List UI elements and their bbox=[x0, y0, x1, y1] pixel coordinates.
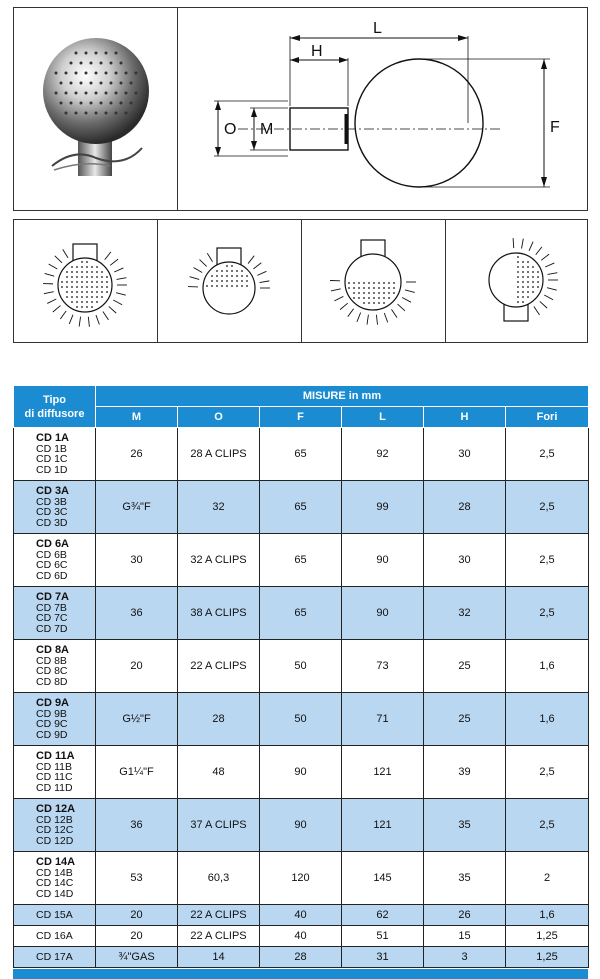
header-tipo bbox=[14, 386, 96, 428]
cell-f: 40 bbox=[260, 905, 342, 926]
label-H: H bbox=[311, 43, 323, 60]
header-col-L: L bbox=[342, 407, 424, 428]
diffuser-code: CD 3D bbox=[36, 516, 68, 529]
table-row bbox=[14, 905, 589, 926]
spray-pattern-icon bbox=[14, 220, 157, 342]
cell-o: 22 A CLIPS bbox=[178, 640, 260, 693]
diffuser-code: CD 1A bbox=[36, 432, 70, 444]
cell-l: 62 bbox=[342, 905, 424, 926]
diffuser-code: CD 1D bbox=[36, 463, 68, 476]
label-O: O bbox=[224, 121, 237, 138]
header-tipo-line1: Tipo bbox=[42, 393, 66, 406]
cell-o: 32 A CLIPS bbox=[178, 534, 260, 587]
cell-m: 26 bbox=[96, 428, 178, 481]
table-row bbox=[14, 926, 589, 947]
cell-h: 35 bbox=[424, 799, 506, 852]
cell-m: 20 bbox=[96, 926, 178, 947]
cell-fori: 1,6 bbox=[506, 640, 589, 693]
cell-f: 90 bbox=[260, 746, 342, 799]
cell-o: 38 A CLIPS bbox=[178, 587, 260, 640]
cell-o: 32 bbox=[178, 481, 260, 534]
cell-h: 25 bbox=[424, 693, 506, 746]
product-photo-cell bbox=[14, 8, 178, 210]
cell-fori: 1,25 bbox=[506, 926, 589, 947]
spec-table-body bbox=[14, 428, 589, 968]
diffuser-code: CD 15A bbox=[36, 908, 73, 921]
cell-tipo bbox=[14, 640, 96, 693]
pattern-360 bbox=[14, 220, 158, 342]
table-row bbox=[14, 746, 589, 799]
cell-tipo bbox=[14, 905, 96, 926]
cell-o: 37 A CLIPS bbox=[178, 799, 260, 852]
cell-fori: 2,5 bbox=[506, 534, 589, 587]
pattern-top bbox=[158, 220, 302, 342]
spray-pattern-icon bbox=[158, 220, 301, 342]
cell-fori: 2,5 bbox=[506, 428, 589, 481]
cell-f: 50 bbox=[260, 640, 342, 693]
label-L: L bbox=[373, 20, 382, 37]
diffuser-code: CD 14B bbox=[36, 866, 73, 879]
diffuser-code: CD 3B bbox=[36, 495, 67, 508]
cell-m: 20 bbox=[96, 640, 178, 693]
cell-f: 90 bbox=[260, 799, 342, 852]
diffuser-code: CD 8B bbox=[36, 654, 67, 667]
cell-tipo bbox=[14, 428, 96, 481]
cell-m: G1¼"F bbox=[96, 746, 178, 799]
diffuser-code: CD 11C bbox=[36, 771, 73, 783]
cell-m: 36 bbox=[96, 799, 178, 852]
diffuser-code: CD 14D bbox=[36, 887, 74, 900]
cell-o: 22 A CLIPS bbox=[178, 926, 260, 947]
cell-l: 90 bbox=[342, 587, 424, 640]
table-row bbox=[14, 852, 589, 905]
cell-l: 121 bbox=[342, 799, 424, 852]
cell-f: 40 bbox=[260, 926, 342, 947]
cell-tipo bbox=[14, 746, 96, 799]
cell-tipo bbox=[14, 799, 96, 852]
cell-o: 48 bbox=[178, 746, 260, 799]
cell-o: 60,3 bbox=[178, 852, 260, 905]
cell-tipo bbox=[14, 852, 96, 905]
diffuser-code: CD 9B bbox=[36, 707, 67, 720]
diffuser-code: CD 3A bbox=[36, 485, 70, 497]
diffuser-code: CD 8A bbox=[36, 644, 70, 656]
cell-h: 15 bbox=[424, 926, 506, 947]
cell-l: 90 bbox=[342, 534, 424, 587]
cell-fori: 2,5 bbox=[506, 746, 589, 799]
cell-h: 30 bbox=[424, 428, 506, 481]
table-row bbox=[14, 947, 589, 968]
cell-fori: 1,25 bbox=[506, 947, 589, 968]
diffuser-code: CD 9A bbox=[36, 697, 70, 709]
cell-h: 30 bbox=[424, 534, 506, 587]
diffuser-code: CD 6A bbox=[36, 538, 70, 550]
spray-pattern-panel bbox=[13, 219, 588, 343]
table-row bbox=[14, 693, 589, 746]
cell-m: 20 bbox=[96, 905, 178, 926]
cell-tipo bbox=[14, 481, 96, 534]
diffuser-code: CD 11A bbox=[36, 750, 75, 762]
diffuser-code: CD 12B bbox=[36, 813, 73, 826]
cell-l: 31 bbox=[342, 947, 424, 968]
cell-f: 50 bbox=[260, 693, 342, 746]
cell-h: 3 bbox=[424, 947, 506, 968]
cell-tipo bbox=[14, 947, 96, 968]
diffuser-code: CD 16A bbox=[36, 929, 73, 942]
header-tipo-line2: di diffusore bbox=[24, 407, 85, 420]
header-col-O: O bbox=[178, 407, 260, 428]
table-row bbox=[14, 799, 589, 852]
header-col-F: F bbox=[260, 407, 342, 428]
cell-tipo bbox=[14, 534, 96, 587]
diffuser-code: CD 8D bbox=[36, 675, 68, 688]
diffuser-code: CD 9D bbox=[36, 728, 68, 741]
cell-l: 51 bbox=[342, 926, 424, 947]
diffuser-code: CD 7C bbox=[36, 612, 68, 624]
cell-tipo bbox=[14, 587, 96, 640]
cell-l: 71 bbox=[342, 693, 424, 746]
table-row bbox=[14, 534, 589, 587]
header-col-H: H bbox=[424, 407, 506, 428]
cell-h: 35 bbox=[424, 852, 506, 905]
pattern-side bbox=[446, 220, 589, 342]
diffuser-code: CD 7B bbox=[36, 601, 67, 614]
cell-h: 26 bbox=[424, 905, 506, 926]
diffuser-code: CD 6C bbox=[36, 559, 68, 571]
diffuser-code: CD 11B bbox=[36, 760, 72, 773]
diffuser-code: CD 6D bbox=[36, 569, 68, 582]
label-F: F bbox=[550, 119, 560, 136]
table-row bbox=[14, 481, 589, 534]
cell-l: 73 bbox=[342, 640, 424, 693]
diffuser-code: CD 8C bbox=[36, 665, 68, 677]
cell-h: 39 bbox=[424, 746, 506, 799]
cell-f: 65 bbox=[260, 481, 342, 534]
bottom-bar bbox=[13, 969, 588, 979]
cell-m: 30 bbox=[96, 534, 178, 587]
cell-m: 36 bbox=[96, 587, 178, 640]
cell-tipo bbox=[14, 693, 96, 746]
cell-o: 22 A CLIPS bbox=[178, 905, 260, 926]
diffuser-code: CD 7A bbox=[36, 591, 70, 603]
diffuser-code: CD 12C bbox=[36, 824, 74, 836]
table-row bbox=[14, 640, 589, 693]
cell-h: 32 bbox=[424, 587, 506, 640]
cell-fori: 2,5 bbox=[506, 587, 589, 640]
cell-h: 25 bbox=[424, 640, 506, 693]
cell-fori: 1,6 bbox=[506, 905, 589, 926]
header-misure: MISURE in mm bbox=[96, 386, 589, 407]
diffuser-code: CD 7D bbox=[36, 622, 68, 635]
cell-m: G¾"F bbox=[96, 481, 178, 534]
spray-pattern-icon bbox=[446, 220, 587, 342]
cell-fori: 2 bbox=[506, 852, 589, 905]
pattern-bottom bbox=[302, 220, 446, 342]
cell-o: 14 bbox=[178, 947, 260, 968]
cell-l: 145 bbox=[342, 852, 424, 905]
cell-f: 65 bbox=[260, 534, 342, 587]
table-row bbox=[14, 428, 589, 481]
dimension-drawing bbox=[178, 8, 587, 210]
cell-tipo bbox=[14, 926, 96, 947]
cell-f: 120 bbox=[260, 852, 342, 905]
cell-f: 65 bbox=[260, 587, 342, 640]
header-col-M: M bbox=[96, 407, 178, 428]
diffuser-code: CD 12A bbox=[36, 803, 76, 815]
cell-fori: 2,5 bbox=[506, 799, 589, 852]
label-M: M bbox=[260, 121, 274, 138]
cell-h: 28 bbox=[424, 481, 506, 534]
cell-f: 65 bbox=[260, 428, 342, 481]
cell-l: 92 bbox=[342, 428, 424, 481]
diffuser-code: CD 3C bbox=[36, 506, 68, 518]
diffuser-code: CD 11D bbox=[36, 781, 73, 794]
diffuser-code: CD 9C bbox=[36, 718, 68, 730]
diffuser-code: CD 14C bbox=[36, 877, 74, 889]
spray-ball-photo bbox=[14, 8, 177, 210]
cell-fori: 2,5 bbox=[506, 481, 589, 534]
spray-pattern-icon bbox=[302, 220, 445, 342]
dimension-drawing-cell bbox=[178, 8, 587, 210]
diffuser-code: CD 14A bbox=[36, 856, 76, 868]
cell-o: 28 A CLIPS bbox=[178, 428, 260, 481]
top-panel bbox=[13, 7, 588, 211]
diffuser-code: CD 6B bbox=[36, 548, 67, 561]
diffuser-code: CD 17A bbox=[36, 950, 73, 963]
diffuser-code: CD 1C bbox=[36, 453, 68, 465]
cell-o: 28 bbox=[178, 693, 260, 746]
cell-l: 121 bbox=[342, 746, 424, 799]
cell-m: ¾"GAS bbox=[96, 947, 178, 968]
cell-l: 99 bbox=[342, 481, 424, 534]
table-row bbox=[14, 587, 589, 640]
cell-m: G½"F bbox=[96, 693, 178, 746]
cell-f: 28 bbox=[260, 947, 342, 968]
diffuser-code: CD 12D bbox=[36, 834, 74, 847]
cell-m: 53 bbox=[96, 852, 178, 905]
header-col-Fori: Fori bbox=[506, 407, 589, 428]
diffuser-code: CD 1B bbox=[36, 442, 67, 455]
cell-fori: 1,6 bbox=[506, 693, 589, 746]
spec-table bbox=[13, 385, 589, 968]
